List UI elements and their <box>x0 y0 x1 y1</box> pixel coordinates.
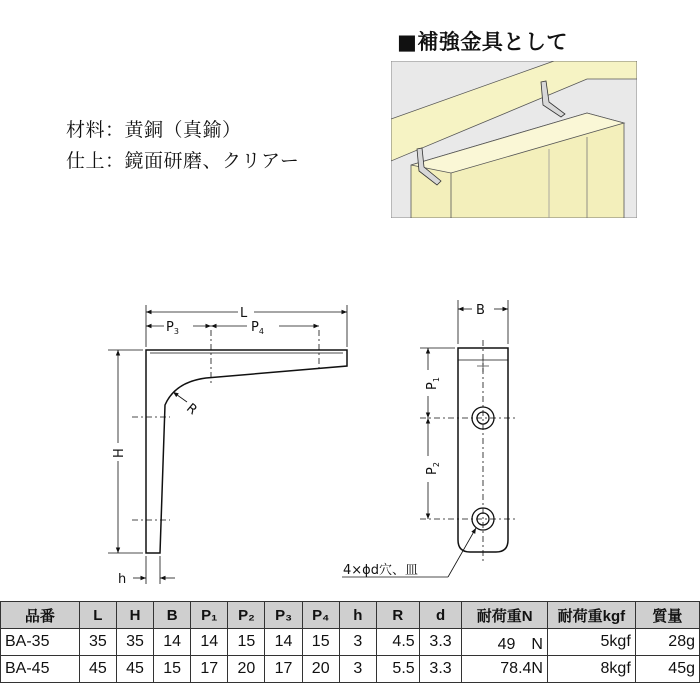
col-header: d <box>419 602 462 629</box>
table-cell: 5.5 <box>376 656 419 683</box>
usage-title: ■補強金具として <box>397 30 568 54</box>
table-cell: 14 <box>265 629 302 656</box>
table-cell: 15 <box>154 656 191 683</box>
col-header: B <box>154 602 191 629</box>
table-cell: 5kgf <box>547 629 635 656</box>
table-cell: 45g <box>635 656 699 683</box>
table-cell: 14 <box>154 629 191 656</box>
hole-note: 4×ϕd穴、皿 <box>343 563 418 578</box>
dim-label-P1: P <box>425 382 440 390</box>
table-cell: 8kgf <box>547 656 635 683</box>
dim-label-P3-sub: 3 <box>173 327 179 336</box>
table-cell: 45 <box>116 656 153 683</box>
table-cell: 15 <box>228 629 265 656</box>
col-header: P₂ <box>228 602 265 629</box>
col-header: P₁ <box>191 602 228 629</box>
dim-label-P4: P <box>251 320 259 335</box>
table-cell: 35 <box>79 629 116 656</box>
dim-label-P1-sub: 1 <box>432 377 441 383</box>
table-cell: 20 <box>302 656 339 683</box>
svg-text:P3 <box>166 320 179 336</box>
table-cell: 3 <box>339 656 376 683</box>
table-row <box>1 656 700 683</box>
dim-label-P3: P <box>166 320 174 335</box>
dim-label-R: R <box>183 400 200 419</box>
col-header: 耐荷重N <box>462 602 548 629</box>
table-cell: 17 <box>265 656 302 683</box>
table-cell: 35 <box>116 629 153 656</box>
col-header: P₃ <box>265 602 302 629</box>
table-row <box>1 629 700 656</box>
table-cell: BA-35 <box>1 629 80 656</box>
bracket-side-view <box>146 350 347 553</box>
col-header: L <box>79 602 116 629</box>
dim-label-B: B <box>476 303 485 318</box>
col-header: h <box>339 602 376 629</box>
col-header: P₄ <box>302 602 339 629</box>
table-cell: 3.3 <box>419 656 462 683</box>
finish-spec: 仕上：鏡面研磨、クリアー <box>66 150 300 172</box>
dim-label-L: L <box>240 306 248 321</box>
svg-text:P4 <box>251 320 264 336</box>
col-header: 品番 <box>1 602 80 629</box>
table-cell: BA-45 <box>1 656 80 683</box>
col-header: 質量 <box>635 602 699 629</box>
spec-table <box>0 601 700 683</box>
table-cell: 17 <box>191 656 228 683</box>
table-cell: 3.3 <box>419 629 462 656</box>
table-cell: 78.4N <box>462 656 548 683</box>
table-cell: 14 <box>191 629 228 656</box>
table-cell: 15 <box>302 629 339 656</box>
dim-label-P4-sub: 4 <box>258 327 264 336</box>
table-cell: 4.5 <box>376 629 419 656</box>
table-cell: 28g <box>635 629 699 656</box>
col-header: H <box>116 602 153 629</box>
table-cell: 49 N <box>462 629 548 656</box>
table-cell: 45 <box>79 656 116 683</box>
svg-text:P2 <box>425 462 441 475</box>
table-header-row <box>1 602 700 629</box>
dim-label-h: h <box>118 572 127 587</box>
dim-label-H: H <box>112 448 127 458</box>
table-cell: 3 <box>339 629 376 656</box>
col-header: R <box>376 602 419 629</box>
col-header: 耐荷重kgf <box>547 602 635 629</box>
dim-label-P2-sub: 2 <box>432 462 441 468</box>
dim-label-P2: P <box>425 467 440 475</box>
table-cell: 20 <box>228 656 265 683</box>
material-spec: 材料：黄銅（真鍮） <box>66 119 242 141</box>
svg-text:P1 <box>425 377 441 390</box>
